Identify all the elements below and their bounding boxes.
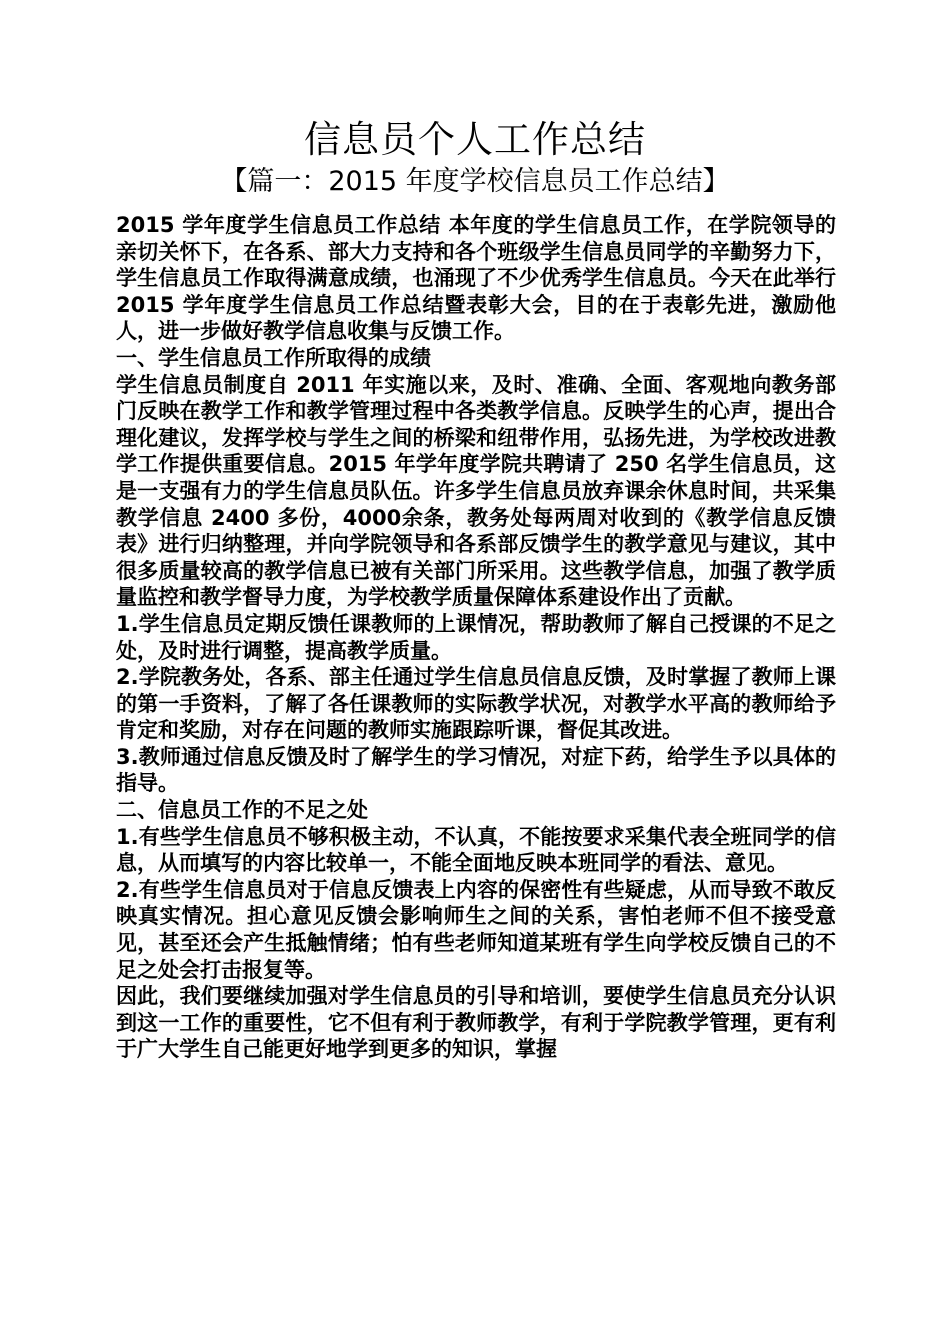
document-subtitle: 【篇一：2015 年度学校信息员工作总结】 [220, 166, 730, 197]
achievements-paragraph: 学生信息员制度自 2011 年实施以来，及时、准确、全面、客观地向教务部门反映在教学工作和教学管理过程中各类教学信息。反映学生的心声，提出合理化建议，发挥学校与学生之间的桥梁和纽带作用，弘扬先进，为学校改进教学工作提供重要信息。2015 年学年度学院共聘请了 250 名学生信息员，这是一支强有力的学生信息员队伍。许多学生信息员放弃课余休息时间，共采集教学信息 2400 多份，4000余条，教务处每两周对收到的《教学信息反馈表》进行归纳整理，并向学院领导和各系部反馈学生的教学意见与建议，其中很多质量较高的教学信息已被有关部门所采用。这些教学信息，加强了教学质量监控和教学督导力度，为学校教学质量保障体系建设作出了贡献。 [116, 372, 836, 610]
intro-paragraph: 2015 学年度学生信息员工作总结 本年度的学生信息员工作，在学院领导的亲切关怀下，在各系、部大力支持和各个班级学生信息员同学的辛勤努力下，学生信息员工作取得满意成绩，也涌现了不少优秀学生信息员。今天在此举行 2015 学年度学生信息员工作总结暨表彰大会，目的在于表彰先进，激励他人，进一步做好教学信息收集与反馈工作。 [116, 213, 836, 344]
section-heading-shortcomings: 二、信息员工作的不足之处 [116, 798, 368, 823]
conclusion-paragraph: 因此，我们要继续加强对学生信息员的引导和培训，要使学生信息员充分认识到这一工作的重要性，它不但有利于教师教学，有利于学院教学管理，更有利于广大学生自己能更好地学到更多的知识，掌握 [116, 984, 836, 1062]
section-heading-achievements: 一、学生信息员工作所取得的成绩 [116, 345, 431, 370]
document-body [116, 212, 836, 1063]
achievement-item-3: 3.教师通过信息反馈及时了解学生的学习情况，对症下药，给学生予以具体的指导。 [116, 744, 836, 796]
shortcoming-item-2: 2.有些学生信息员对于信息反馈表上内容的保密性有些疑虑，从而导致不敢反映真实情况。担心意见反馈会影响师生之间的关系，害怕老师不但不接受意见，甚至还会产生抵触情绪；怕有些老师知道某班有学生向学校反馈自己的不足之处会打击报复等。 [116, 877, 836, 982]
document-title: 信息员个人工作总结 [304, 118, 646, 161]
achievement-item-1: 1.学生信息员定期反馈任课教师的上课情况，帮助教师了解自己授课的不足之处，及时进行调整，提高教学质量。 [116, 611, 836, 663]
shortcoming-item-1: 1.有些学生信息员不够积极主动，不认真，不能按要求采集代表全班同学的信息，从而填写的内容比较单一，不能全面地反映本班同学的看法、意见。 [116, 824, 836, 876]
achievement-item-2: 2.学院教务处，各系、部主任通过学生信息员信息反馈，及时掌握了教师上课的第一手资料，了解了各任课教师的实际教学状况，对教学水平高的教师给予肯定和奖励，对存在问题的教师实施跟踪听课，督促其改进。 [116, 665, 836, 743]
